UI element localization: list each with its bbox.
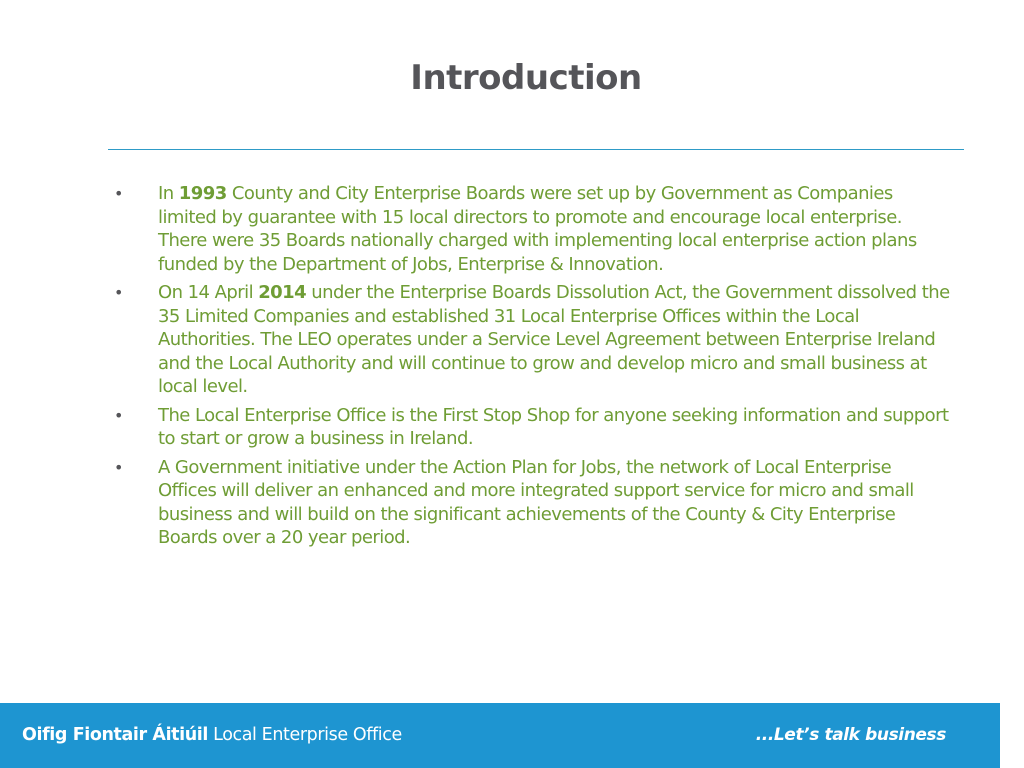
bullet-dot-icon: • xyxy=(114,184,123,203)
bullet-text: The Local Enterprise Office is the First Stop Shop for anyone seeking information and support to start or grow a business in Ireland. xyxy=(158,404,949,449)
bullet-item xyxy=(114,456,954,550)
footer-banner xyxy=(0,703,1000,768)
footer-brand xyxy=(22,725,402,745)
bullet-item xyxy=(114,182,954,276)
bullet-year: 1993 xyxy=(178,183,227,204)
bullet-year: 2014 xyxy=(258,282,307,303)
bullet-text: A Government initiative under the Action Plan for Jobs, the network of Local Enterprise Offices will deliver an enhanced and more integrated support service for micro and small business and will build on the significant achievements of the County & City Enterprise Boards over a 20 year period. xyxy=(158,456,914,548)
bullet-prefix: On 14 April xyxy=(158,282,259,303)
bullet-item xyxy=(114,404,954,451)
bullet-dot-icon: • xyxy=(114,457,123,477)
title-divider xyxy=(108,149,964,150)
footer-brand-irish: Oifig Fiontair Áitiúil xyxy=(22,725,208,745)
bullet-list xyxy=(114,182,954,555)
bullet-text: County and City Enterprise Boards were set up by Government as Companies limited by guarantee with 15 local directors to promote and encourage local enterprise. There were 35 Boards nationally charged with implementing local enterprise action plans funded by the Department of Jobs, Enterprise & Innovation. xyxy=(158,183,917,275)
bullet-item xyxy=(114,281,954,399)
footer-tagline: ...Let’s talk business xyxy=(755,725,946,745)
bullet-dot-icon: • xyxy=(114,283,123,302)
bullet-dot-icon: • xyxy=(114,405,123,425)
footer-brand-english: Local Enterprise Office xyxy=(208,725,402,745)
slide-title: Introduction xyxy=(410,58,642,98)
bullet-text: under the Enterprise Boards Dissolution Act, the Government dissolved the 35 Limited Companies and established 31 Local Enterprise Offices within the Local Authorities. The LEO operates under a Service Level Agreement between Enterprise Ireland and the Local Authority and will continue to grow and develop micro and small business at local level. xyxy=(158,282,950,397)
bullet-prefix: In xyxy=(158,183,179,204)
